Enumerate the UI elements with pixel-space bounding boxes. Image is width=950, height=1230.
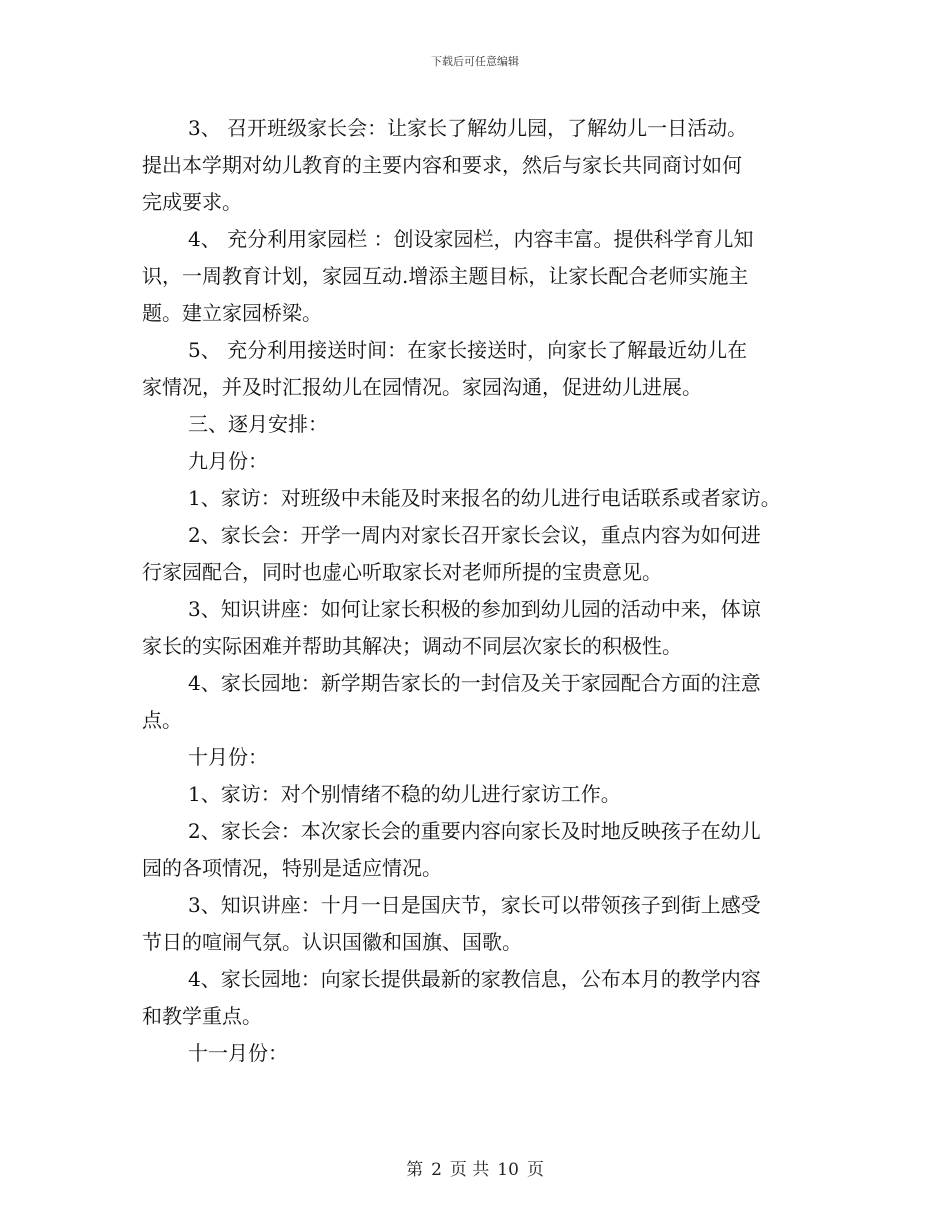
text-line: 5、 充分利用接送时间：在家长接送时，向家长了解最近幼儿在 (188, 338, 748, 362)
text-line: 3、知识讲座：十月一日是国庆节，家长可以带领孩子到街上感受 (188, 893, 761, 917)
footer-prefix: 第 (406, 1160, 424, 1180)
text-line: 题。建立家园桥梁。 (142, 301, 322, 325)
footer-middle: 页 共 (449, 1160, 490, 1180)
text-line: 1、家访：对个别情绪不稳的幼儿进行家访工作。 (188, 782, 621, 806)
page-header (0, 53, 950, 69)
text-line: 1、家访：对班级中未能及时来报名的幼儿进行电话联系或者家访。 (188, 486, 781, 510)
text-line: 十月份： (188, 745, 268, 769)
text-line: 3、知识讲座：如何让家长积极的参加到幼儿园的活动中来，体谅 (188, 597, 761, 621)
text-line: 完成要求。 (142, 190, 242, 214)
document-body (142, 110, 822, 1072)
text-line: 2、家长会：本次家长会的重要内容向家长及时地反映孩子在幼儿 (188, 819, 761, 843)
footer-total-pages: 10 (497, 1160, 519, 1180)
text-line: 点。 (142, 708, 182, 732)
footer-page-number: 2 (431, 1160, 442, 1180)
text-line: 行家园配合，同时也虚心听取家长对老师所提的宝贵意见。 (142, 560, 662, 584)
document-paragraphs (142, 110, 822, 1072)
text-line: 九月份： (188, 449, 268, 473)
page-footer (0, 1155, 950, 1180)
header-text: 下载后可任意编辑 (431, 55, 519, 68)
text-line: 节日的喧闹气氛。认识国徽和国旗、国歌。 (142, 930, 522, 954)
text-line: 家情况，并及时汇报幼儿在园情况。家园沟通，促进幼儿进展。 (142, 375, 702, 399)
text-line: 家长的实际困难并帮助其解决；调动不同层次家长的积极性。 (142, 634, 682, 658)
text-line: 4、家长园地：向家长提供最新的家教信息，公布本月的教学内容 (188, 967, 761, 991)
text-line: 3、 召开班级家长会：让家长了解幼儿园，了解幼儿一日活动。 (188, 116, 748, 140)
text-line: 三、逐月安排： (188, 412, 328, 436)
text-line: 园的各项情况，特别是适应情况。 (142, 856, 442, 880)
text-line: 十一月份： (188, 1041, 288, 1065)
text-line: 2、家长会：开学一周内对家长召开家长会议，重点内容为如何进 (188, 523, 761, 547)
text-line: 和教学重点。 (142, 1004, 262, 1028)
footer-suffix: 页 (526, 1160, 544, 1180)
text-line: 4、 充分利用家园栏 ：创设家园栏，内容丰富。提供科学育儿知 (188, 227, 754, 251)
text-line: 提出本学期对幼儿教育的主要内容和要求，然后与家长共同商讨如何 (142, 153, 742, 177)
text-line: 识，一周教育计划，家园互动.增添主题目标，让家长配合老师实施主 (142, 264, 749, 288)
text-line: 4、家长园地：新学期告家长的一封信及关于家园配合方面的注意 (188, 671, 761, 695)
